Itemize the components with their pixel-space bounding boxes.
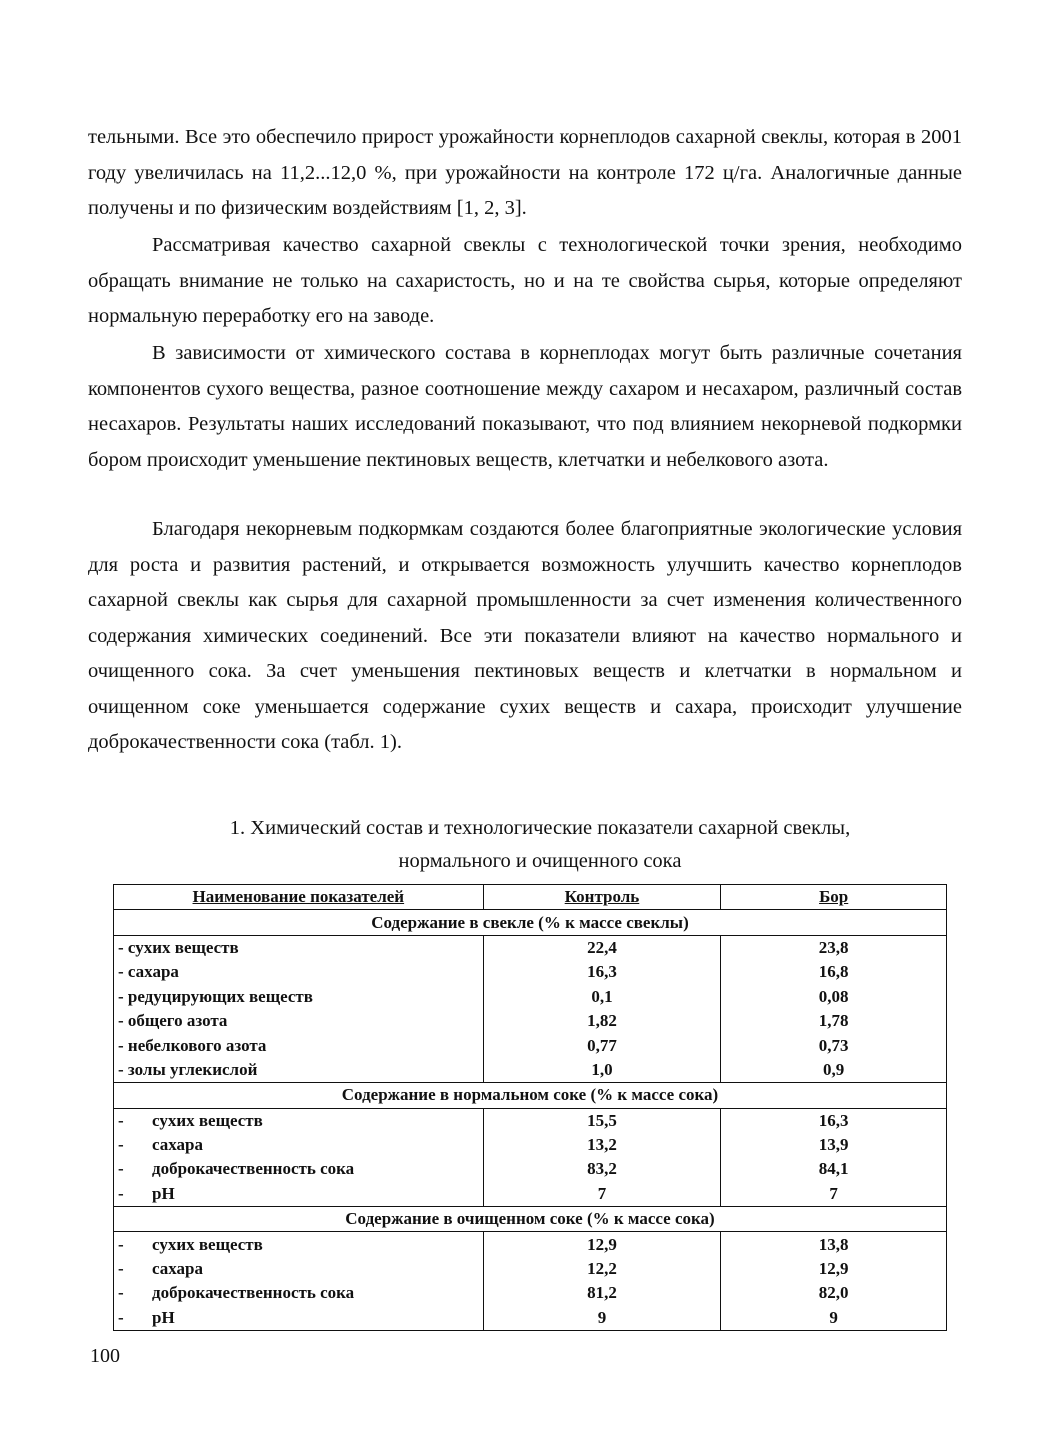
control-value: 0,1	[483, 985, 721, 1009]
caption-line-1: 1. Химический состав и технологические показатели сахарной свеклы,	[229, 817, 851, 839]
control-value: 15,5	[483, 1108, 721, 1133]
control-value: 16,3	[483, 960, 721, 984]
indicator-cell	[114, 960, 484, 984]
indicator-name: сахара	[152, 1259, 203, 1279]
control-value: 83,2	[483, 1157, 721, 1181]
dash-marker: -	[118, 1183, 124, 1203]
control-value: 0,77	[483, 1033, 721, 1057]
indicator-cell	[114, 1232, 484, 1257]
table-row	[114, 1157, 947, 1181]
section-title: Содержание в нормальном соке (% к массе сока)	[114, 1083, 947, 1108]
table-header-row	[114, 885, 947, 910]
indicator-cell	[114, 1108, 484, 1133]
indicator-name: - сухих веществ	[118, 937, 239, 957]
bor-value: 82,0	[721, 1281, 947, 1305]
table-row	[114, 1281, 947, 1305]
indicator-cell	[114, 1306, 484, 1331]
indicator-cell	[114, 1257, 484, 1281]
control-value: 9	[483, 1306, 721, 1331]
bor-value: 0,9	[721, 1058, 947, 1083]
bor-value: 9	[721, 1306, 947, 1331]
table-row	[114, 1108, 947, 1133]
paragraph-4: Благодаря некорневым подкормкам создаются более благоприятные экологические условия для роста и развития растений, и открывается возможность улучшить качество корнеплодов сахарной свеклы как сырья для сахарной промышленности за счет изменения количественного содержания химических соединений. Все эти показатели влияют на качество нормального и очищенного сока. За счет уменьшения пектиновых веществ и клетчатки в нормальном и очищенном соке уменьшается содержание сухих веществ и сахара, происходит улучшение доброкачественности сока (табл. 1).	[88, 518, 962, 753]
section-header-row	[114, 1207, 947, 1232]
dash-marker: -	[118, 1110, 124, 1130]
indicator-cell	[114, 1157, 484, 1181]
dash-marker: -	[118, 1159, 124, 1179]
paragraph-2: Рассматривая качество сахарной свеклы с технологической точки зрения, необходимо обращать внимание не только на сахаристость, но и на те свойства сырья, которые определяют нормальную переработку его на заводе.	[88, 234, 962, 327]
dash-marker: -	[118, 1283, 124, 1303]
indicator-name: pH	[152, 1183, 175, 1203]
paragraph-3: В зависимости от химического состава в корнеплодах могут быть различные сочетания компонентов сухого вещества, разное соотношение между сахаром и несахаром, различный состав несахаров. Результаты наших исследований показывают, что под влиянием некорневой подкормки бором происходит уменьшение пектиновых веществ, клетчатки и небелкового азота.	[88, 342, 962, 471]
bor-value: 0,08	[721, 985, 947, 1009]
indicator-name: доброкачественность сока	[152, 1283, 355, 1303]
indicator-cell	[114, 1033, 484, 1057]
control-value: 7	[483, 1182, 721, 1207]
bor-value: 16,3	[721, 1108, 947, 1133]
control-value: 12,2	[483, 1257, 721, 1281]
dash-marker: -	[118, 1135, 124, 1155]
table-row	[114, 1133, 947, 1157]
table-row	[114, 935, 947, 960]
indicator-cell	[114, 1009, 484, 1033]
paragraph-1: тельными. Все это обеспечило прирост урожайности корнеплодов сахарной свеклы, которая в 2001 году увеличилась на 11,2...12,0 %, при урожайности на контроле 172 ц/га. Аналогичные данные получены и по физическим воздействиям [1, 2, 3].	[88, 126, 962, 219]
header-control: Контроль	[483, 885, 721, 910]
control-value: 81,2	[483, 1281, 721, 1305]
indicator-cell	[114, 1133, 484, 1157]
section-title: Содержание в очищенном соке (% к массе сока)	[114, 1207, 947, 1232]
control-value: 12,9	[483, 1232, 721, 1257]
bor-value: 0,73	[721, 1033, 947, 1057]
table-row	[114, 1033, 947, 1057]
dash-marker: -	[118, 1234, 124, 1254]
section-header-row	[114, 910, 947, 935]
table-caption	[150, 812, 930, 878]
indicator-name: - сахара	[118, 962, 179, 982]
header-bor: Бор	[721, 885, 947, 910]
bor-value: 7	[721, 1182, 947, 1207]
caption-line-2: нормального и очищенного сока	[398, 850, 682, 872]
indicator-cell	[114, 985, 484, 1009]
bor-value: 23,8	[721, 935, 947, 960]
table-row	[114, 1182, 947, 1207]
table-row	[114, 960, 947, 984]
indicator-cell	[114, 1281, 484, 1305]
header-indicator: Наименование показателей	[114, 885, 484, 910]
bor-value: 84,1	[721, 1157, 947, 1181]
indicator-name: доброкачественность сока	[152, 1159, 355, 1179]
table-row	[114, 1058, 947, 1083]
indicator-name: сухих веществ	[152, 1234, 263, 1254]
control-value: 22,4	[483, 935, 721, 960]
control-value: 1,0	[483, 1058, 721, 1083]
page-number: 100	[90, 1345, 120, 1367]
indicator-name: - общего азота	[118, 1011, 228, 1031]
indicator-name: сахара	[152, 1135, 203, 1155]
dash-marker: -	[118, 1259, 124, 1279]
control-value: 1,82	[483, 1009, 721, 1033]
table-row	[114, 1306, 947, 1331]
indicator-cell	[114, 1058, 484, 1083]
table-row	[114, 1009, 947, 1033]
bor-value: 12,9	[721, 1257, 947, 1281]
indicator-cell	[114, 1182, 484, 1207]
indicator-name: - редуцирующих веществ	[118, 986, 313, 1006]
table-row	[114, 1257, 947, 1281]
bor-value: 13,9	[721, 1133, 947, 1157]
bor-value: 1,78	[721, 1009, 947, 1033]
indicator-name: - небелкового азота	[118, 1035, 267, 1055]
table-row	[114, 985, 947, 1009]
data-table	[113, 884, 947, 1331]
dash-marker: -	[118, 1307, 124, 1327]
control-value: 13,2	[483, 1133, 721, 1157]
bor-value: 16,8	[721, 960, 947, 984]
section-title: Содержание в свекле (% к массе свеклы)	[114, 910, 947, 935]
indicator-name: сухих веществ	[152, 1110, 263, 1130]
indicator-cell	[114, 935, 484, 960]
bor-value: 13,8	[721, 1232, 947, 1257]
table-row	[114, 1232, 947, 1257]
indicator-name: pH	[152, 1307, 175, 1327]
section-header-row	[114, 1083, 947, 1108]
indicator-name: - золы углекислой	[118, 1059, 258, 1079]
